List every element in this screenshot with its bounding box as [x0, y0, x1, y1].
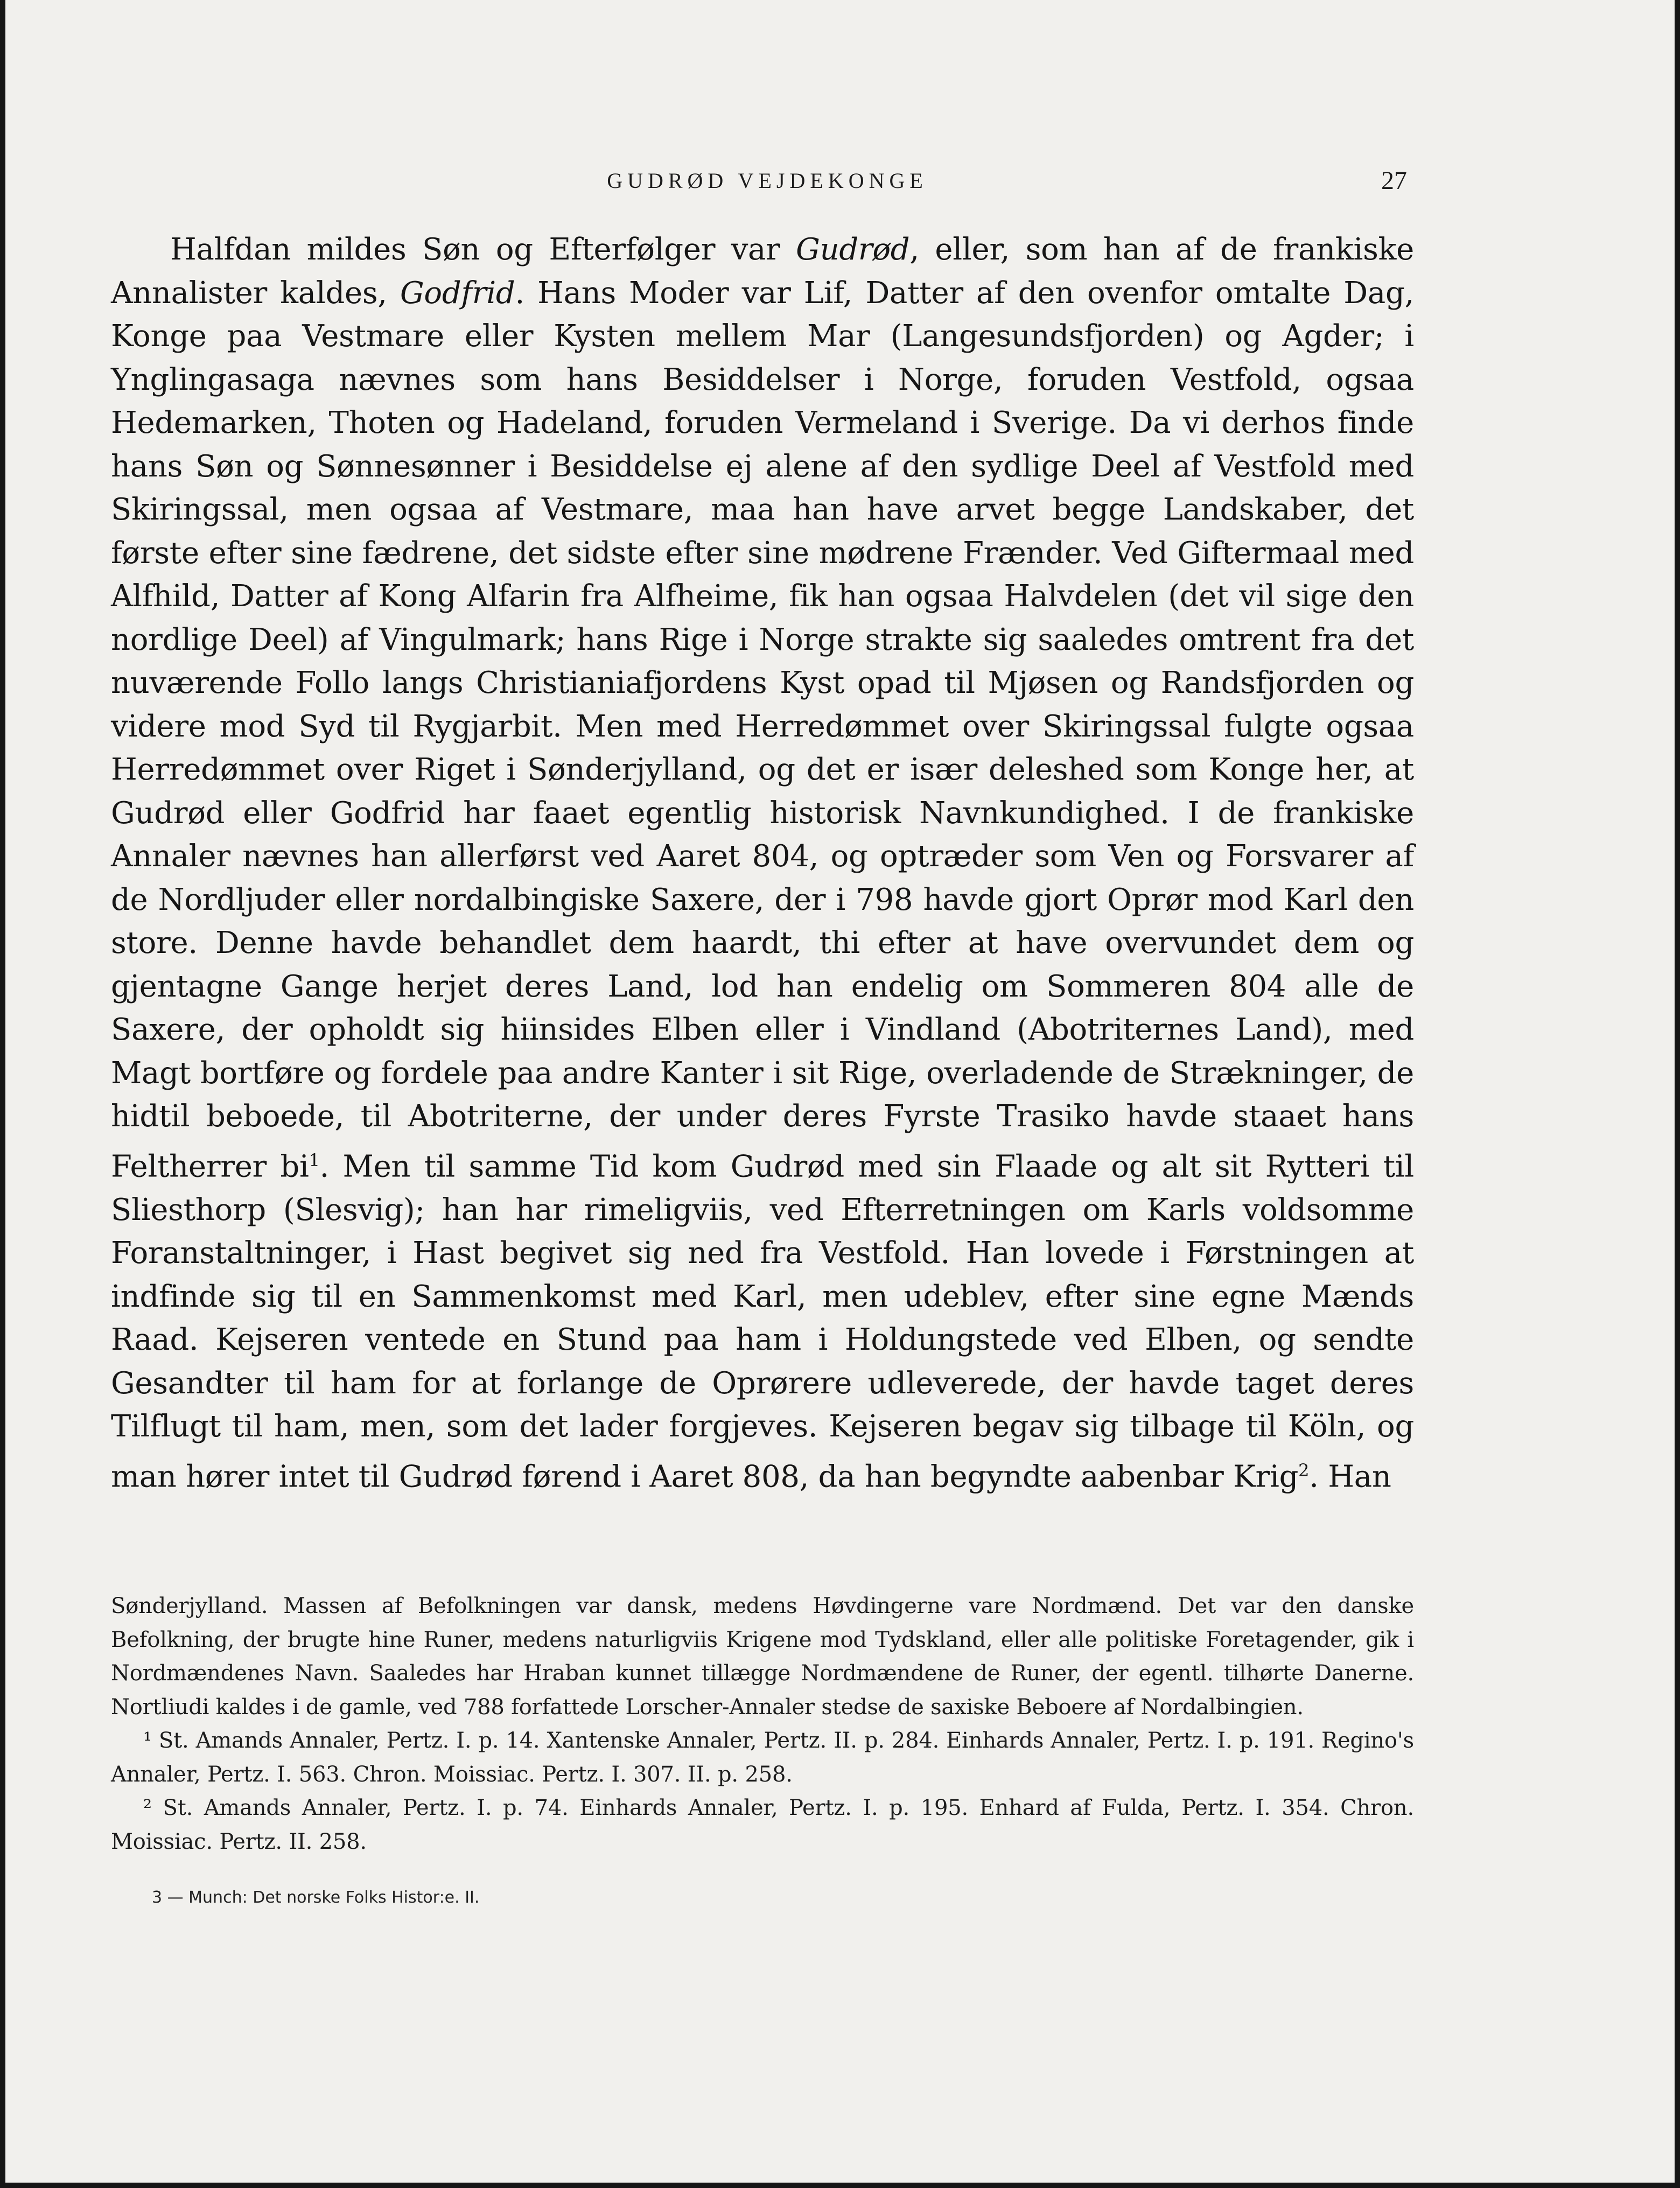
footnote-2-text: St. Amands Annaler, Pertz. I. p. 74. Einhards Annaler, Pertz. I. p. 195. Enhard af Fulda, Pertz. I. 354. Chron. Moissiac. Pertz. II. 258.	[111, 1796, 1414, 1854]
footnote-ref-2: 2	[1298, 1460, 1310, 1481]
footnote-2	[111, 1791, 1414, 1859]
body-text-start: Halfdan mildes Søn og Efterfølger var	[170, 232, 796, 267]
footnote-1	[111, 1724, 1414, 1791]
running-head: GUDRØD VEJDEKONGE	[607, 169, 928, 193]
footnotes	[111, 1589, 1414, 1859]
body-text-end: . Han	[1309, 1459, 1391, 1495]
page-header	[5, 168, 1675, 200]
footnote-ref-1: 1	[309, 1149, 320, 1170]
body-text-segment: . Men til samme Tid kom Gudrød med sin Flaade og alt sit Rytteri til Sliesthorp (Slesvig); han har rimeligviis, ved Efterretningen om Karls voldsomme Foranstaltninger, i Hast begivet sig ned fra Vestfold. Han lovede i Førstningen at indfinde sig til en Sammenkomst med Karl, men udeblev, efter sine egne Mænds Raad. Kejseren ventede en Stund paa ham i Holdungstede ved Elben, og sendte Gesandter til ham for at forlange de Oprørere udleverede, der havde taget deres Tilflugt til ham, men, som det lader forgjeves. Kejseren begav sig tilbage til Köln, og man hører intet til Gudrød førend i Aaret 808, da han begyndte aabenbar Krig	[111, 1149, 1414, 1495]
body-paragraph	[111, 228, 1414, 1499]
name-gudrod: Gudrød	[796, 232, 910, 267]
printer-signature: 3 — Munch: Det norske Folks Histor:e. II.	[152, 1888, 480, 1907]
footnote-1-mark: ¹	[143, 1728, 152, 1753]
footnote-1-text: St. Amands Annaler, Pertz. I. p. 14. Xantenske Annaler, Pertz. II. p. 284. Einhards Annaler, Pertz. I. p. 191. Regino's Annaler, Pertz. I. 563. Chron. Moissiac. Pertz. I. 307. II. p. 258.	[111, 1728, 1414, 1787]
body-text-segment: . Hans Moder var Lif, Datter af den ovenfor omtalte Dag, Konge paa Vestmare eller Kysten mellem Mar (Langesundsfjorden) og Agder; i Ynglingasaga nævnes som hans Besiddelser i Norge, foruden Vestfold, ogsaa Hedemarken, Thoten og Hadeland, foruden Vermeland i Sverige. Da vi derhos finde hans Søn og Sønnesønner i Besiddelse ej alene af den sydlige Deel af Vestfold med Skiringssal, men ogsaa af Vestmare, maa han have arvet begge Landskaber, det første efter sine fædrene, det sidste efter sine mødrene Frænder. Ved Giftermaal med Alfhild, Datter af Kong Alfarin fra Alfheime, fik han ogsaa Halvdelen (det vil sige den nordlige Deel) af Vingulmark; hans Rige i Norge strakte sig saaledes omtrent fra det nuværende Follo langs Christianiafjordens Kyst opad til Mjøsen og Randsfjorden og videre mod Syd til Rygjarbit. Men med Herredømmet over Skiringssal fulgte ogsaa Herredømmet over Riget i Sønderjylland, og det er især deleshed som Konge her, at Gudrød eller Godfrid har faaet egentlig historisk Navnkundighed. I de frankiske Annaler nævnes han allerførst ved Aaret 804, og optræder som Ven og Forsvarer af de Nordljuder eller nordalbingiske Saxere, der i 798 havde gjort Oprør mod Karl den store. Denne havde behandlet dem haardt, thi efter at have overvundet dem og gjentagne Gange herjet deres Land, lod han endelig om Sommeren 804 alle de Saxere, der opholdt sig hiinsides Elben eller i Vindland (Abotriternes Land), med Magt bortføre og fordele paa andre Kanter i sit Rige, overladende de Strækninger, de hidtil beboede, til Abotriterne, der under deres Fyrste Trasiko havde staaet hans Feltherrer bi	[111, 275, 1414, 1184]
body-text-segment: , eller, som han af de frankiske Annalister kaldes,	[111, 232, 1414, 311]
footnote-2-mark: ²	[143, 1796, 152, 1820]
footnote-continuation: Sønderjylland. Massen af Befolkningen var dansk, medens Høvdingerne vare Nordmænd. Det var den danske Befolkning, der brugte hine Runer, medens naturligviis Krigene mod Tydskland, eller alle politiske Foretagender, gik i Nordmændenes Navn. Saaledes har Hraban kunnet tillægge Nordmændene de Runer, der egentl. tilhørte Danerne. Nortliudi kaldes i de gamle, ved 788 forfattede Lorscher-Annaler stedse de saxiske Beboere af Nordalbingien.	[111, 1594, 1414, 1720]
page-number: 27	[1381, 166, 1407, 195]
page	[5, 0, 1675, 2183]
name-godfrid: Godfrid	[400, 275, 515, 311]
